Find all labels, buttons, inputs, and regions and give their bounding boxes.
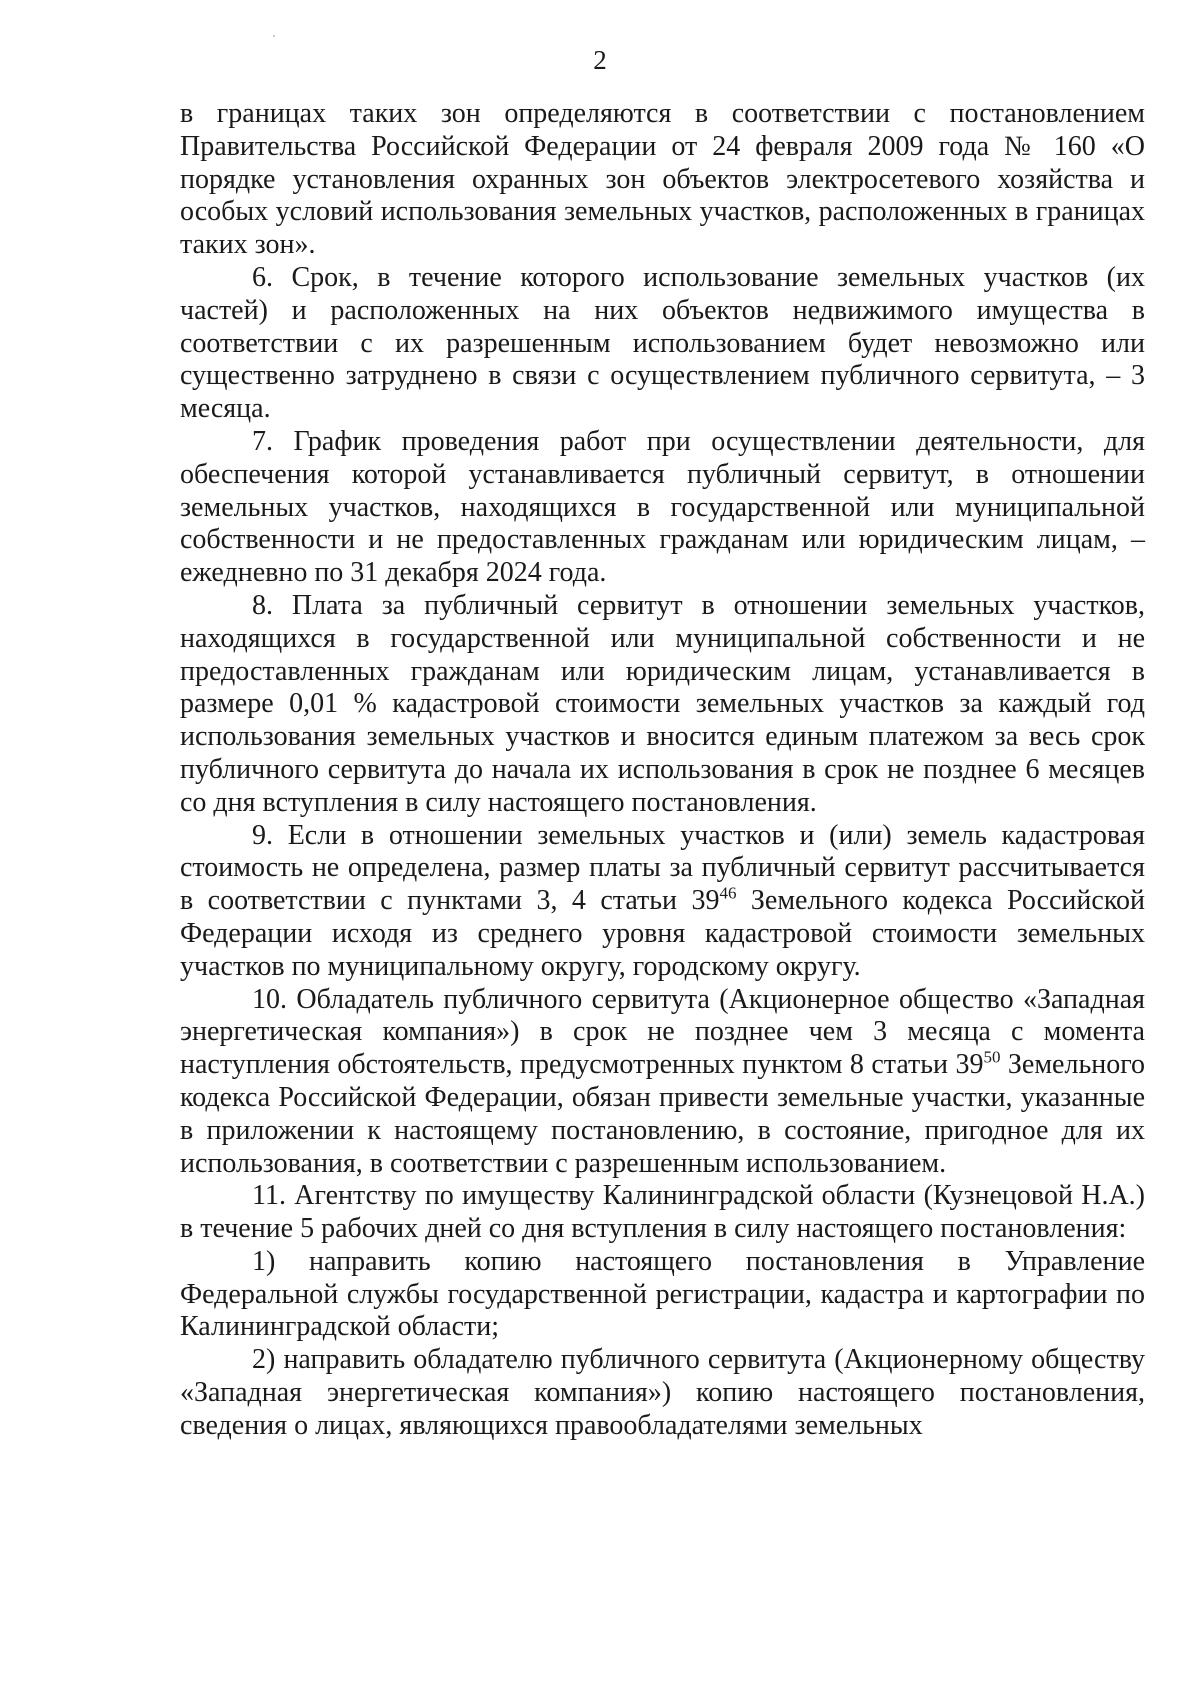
paragraph-9: [180, 820, 1145, 984]
paragraph-11-item-2: 2) направить обладателю публичного сервитута (Акционерному обществу «Западная энергетическая компания») копию настоящего постановления, сведения о лицах, являющихся правообладателями земельных: [180, 1344, 1145, 1441]
paragraph-9-text-start: 9. Если в отношении земельных участков и (или) земель кадастровая стоимость не определена, размер платы за публичный сервитут рассчитывается в соответствии с пунктами 3, 4 статьи 39: [180, 819, 1145, 917]
paragraph-10: [180, 984, 1145, 1181]
paragraph-10-text-end: Земельного кодекса Российской Федерации, обязан привести земельные участки, указанные в приложении к настоящему постановлению, в состояние, пригодное для их использования, в соответствии с разрешенным использованием.: [180, 1049, 1145, 1179]
paragraph-8: 8. Плата за публичный сервитут в отношении земельных участков, находящихся в государственной или муниципальной собственности и не предоставленных гражданам или юридическим лицам, устанавливается в размере 0,01 % кадастровой стоимости земельных участков за каждый год использования земельных участков и вносится единым платежом за весь срок публичного сервитута до начала их использования в срок не позднее 6 месяцев со дня вступления в силу настоящего постановления.: [180, 589, 1145, 818]
document-body: [180, 98, 1145, 1443]
paragraph-6: 6. Срок, в течение которого использование земельных участков (их частей) и расположенных на них объектов недвижимого имущества в соответствии с их разрешенным использованием будет невозможно или существенно затруднено в связи с осуществлением публичного сервитута, – 3 месяца.: [180, 261, 1145, 425]
scan-speck: [273, 35, 275, 37]
paragraph-continuation: в границах таких зон определяются в соответствии с постановлением Правительства Российской Федерации от 24 февраля 2009 года № 160 «О порядке установления охранных зон объектов электросетевого хозяйства и особых условий использования земельных участков, расположенных в границах таких зон».: [180, 98, 1145, 261]
article-superscript-46: 46: [719, 883, 737, 903]
paragraph-7: 7. График проведения работ при осуществлении деятельности, для обеспечения которой устанавливается публичный сервитут, в отношении земельных участков, находящихся в государственной или муниципальной собственности и не предоставленных гражданам или юридическим лицам, – ежедневно по 31 декабря 2024 года.: [180, 425, 1145, 589]
article-superscript-50: 50: [983, 1047, 1001, 1067]
page-number: 2: [593, 45, 607, 75]
paragraph-11-item-1: 1) направить копию настоящего постановления в Управление Федеральной службы государственной регистрации, кадастра и картографии по Калининградской области;: [180, 1245, 1145, 1343]
paragraph-9-text-end: Земельного кодекса Российской Федерации исходя из среднего уровня кадастровой стоимости земельных участков по муниципальному округу, городскому округу.: [180, 885, 1145, 982]
paragraph-11: 11. Агентству по имуществу Калининградской области (Кузнецовой Н.А.) в течение 5 рабочих дней со дня вступления в силу настоящего постановления:: [180, 1180, 1145, 1245]
paragraph-10-text-start: 10. Обладатель публичного сервитута (Акционерное общество «Западная энергетическая компания») в срок не позднее чем 3 месяца с момента наступления обстоятельств, предусмотренных пунктом 8 статьи 39: [180, 983, 1145, 1081]
